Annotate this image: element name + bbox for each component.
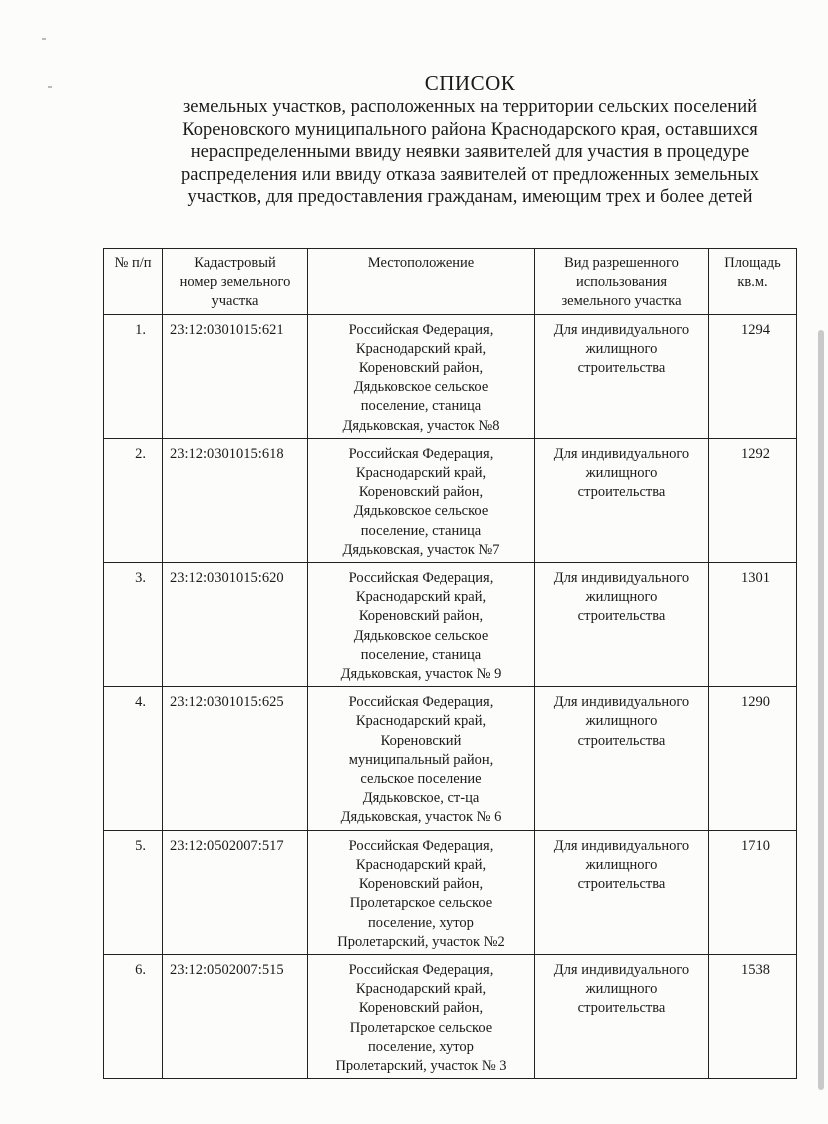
use-line: жилищного (585, 981, 658, 998)
location-line: Дядьковское сельское (353, 503, 489, 520)
use-line: Для индивидуального (553, 445, 690, 462)
location-line: Пролетарский, участок № 3 (335, 1057, 507, 1074)
cell-location (308, 830, 535, 954)
subtitle-line: земельных участков, расположенных на территории сельских поселений (182, 97, 757, 117)
cell-area: 1294 (709, 314, 797, 438)
scrollbar[interactable] (818, 330, 824, 1090)
location-line: Кореновский район, (358, 1000, 484, 1017)
cell-area: 1292 (709, 438, 797, 562)
location-line: Кореновский район, (358, 876, 484, 893)
location-line: Российская Федерация, (348, 961, 494, 978)
table-row (104, 314, 797, 438)
cell-permitted-use (535, 438, 709, 562)
location-line: Дядьковская, участок №8 (342, 417, 500, 434)
use-line: Для индивидуального (553, 570, 690, 587)
location-line: сельское поселение (360, 771, 482, 788)
location-line: Краснодарский край, (355, 589, 487, 606)
location-line: Кореновский район, (358, 484, 484, 501)
location-line: поселение, станица (360, 522, 482, 539)
cell-num: 3. (104, 563, 163, 687)
location-line: Кореновский район, (358, 608, 484, 625)
location-line: Российская Федерация, (348, 570, 494, 587)
use-line: жилищного (585, 340, 658, 357)
cell-location (308, 687, 535, 830)
cell-location (308, 438, 535, 562)
cell-cadastral-number: 23:12:0301015:620 (163, 563, 308, 687)
document-heading (120, 70, 820, 209)
location-line: Краснодарский край, (355, 856, 487, 873)
table-header-row (104, 249, 797, 315)
use-line: строительства (577, 608, 666, 625)
location-line: Краснодарский край, (355, 713, 487, 730)
location-line: Дядьковское, ст-ца (362, 790, 480, 807)
subtitle-line: распределения или ввиду отказа заявителей от предложенных земельных (181, 164, 759, 185)
location-line: Дядьковское сельское (353, 627, 489, 644)
cell-num: 5. (104, 830, 163, 954)
cell-permitted-use (535, 314, 709, 438)
use-line: строительства (577, 876, 666, 893)
cell-location (308, 314, 535, 438)
table-row (104, 563, 797, 687)
subtitle-line: нераспределенными ввиду неявки заявителей для участия в процедуре (190, 142, 750, 162)
header-permitted-use (535, 249, 709, 315)
cell-area: 1301 (709, 563, 797, 687)
cell-area: 1710 (709, 830, 797, 954)
document-subtitle (120, 96, 820, 209)
location-line: Дядьковская, участок №7 (342, 541, 500, 558)
location-line: Дядьковская, участок № 9 (340, 666, 502, 683)
use-line: Для индивидуального (553, 321, 690, 338)
cell-num: 1. (104, 314, 163, 438)
location-line: Пролетарский, участок №2 (337, 933, 505, 950)
table-row (104, 687, 797, 830)
use-line: Для индивидуального (553, 694, 690, 711)
header-cadastral-line: участка (211, 293, 259, 310)
header-cadastral (163, 249, 308, 315)
header-area (709, 249, 797, 315)
location-line: Дядьковское сельское (353, 379, 489, 396)
location-line: Дядьковская, участок № 6 (340, 809, 502, 826)
header-cadastral-line: Кадастровый (194, 255, 276, 271)
header-use-line: земельного участка (561, 293, 682, 310)
location-line: Кореновский район, (358, 360, 484, 377)
use-line: жилищного (585, 465, 658, 482)
location-line: Российская Федерация, (348, 321, 494, 338)
location-line: Российская Федерация, (348, 445, 494, 462)
location-line: Краснодарский край, (355, 340, 487, 357)
use-line: строительства (577, 360, 666, 377)
header-location: Местоположение (308, 249, 535, 315)
location-line: поселение, станица (360, 398, 482, 415)
cell-permitted-use (535, 954, 709, 1078)
use-line: строительства (577, 484, 666, 501)
cell-cadastral-number: 23:12:0502007:517 (163, 830, 308, 954)
cell-location (308, 563, 535, 687)
scan-speck (48, 86, 52, 88)
use-line: Для индивидуального (553, 961, 690, 978)
subtitle-line: Кореновского муниципального района Краснодарского края, оставшихся (182, 119, 758, 140)
header-area-line: Площадь (724, 255, 781, 271)
use-line: строительства (577, 1000, 666, 1017)
cell-cadastral-number: 23:12:0301015:621 (163, 314, 308, 438)
cell-permitted-use (535, 563, 709, 687)
location-line: Российская Федерация, (348, 837, 494, 854)
use-line: жилищного (585, 856, 658, 873)
location-line: Пролетарское сельское (349, 1019, 493, 1036)
location-line: Краснодарский край, (355, 981, 487, 998)
location-line: Краснодарский край, (355, 465, 487, 482)
location-line: муниципальный район, (348, 751, 494, 768)
use-line: жилищного (585, 713, 658, 730)
location-line: Российская Федерация, (348, 694, 494, 711)
table-row (104, 438, 797, 562)
header-use-line: использования (575, 274, 668, 291)
location-line: поселение, хутор (368, 1038, 474, 1055)
header-num: № п/п (104, 249, 163, 315)
cell-area: 1290 (709, 687, 797, 830)
header-area-line: кв.м. (737, 274, 768, 291)
table-row (104, 830, 797, 954)
header-cadastral-line: номер земельного (179, 274, 291, 291)
cell-location (308, 954, 535, 1078)
cell-cadastral-number: 23:12:0301015:625 (163, 687, 308, 830)
cell-cadastral-number: 23:12:0502007:515 (163, 954, 308, 1078)
header-use-line: Вид разрешенного (564, 255, 679, 271)
location-line: поселение, хутор (368, 914, 474, 931)
cell-num: 4. (104, 687, 163, 830)
location-line: Пролетарское сельское (349, 895, 493, 912)
land-plots-table (103, 248, 797, 1079)
cell-area: 1538 (709, 954, 797, 1078)
cell-permitted-use (535, 830, 709, 954)
use-line: строительства (577, 732, 666, 749)
cell-num: 6. (104, 954, 163, 1078)
use-line: Для индивидуального (553, 837, 690, 854)
use-line: жилищного (585, 589, 658, 606)
cell-cadastral-number: 23:12:0301015:618 (163, 438, 308, 562)
document-title: СПИСОК (424, 71, 516, 95)
subtitle-line: участков, для предоставления гражданам, имеющим трех и более детей (187, 187, 753, 207)
cell-num: 2. (104, 438, 163, 562)
location-line: Кореновский (380, 732, 462, 749)
table-row (104, 954, 797, 1078)
cell-permitted-use (535, 687, 709, 830)
location-line: поселение, станица (360, 646, 482, 663)
scan-speck (42, 38, 46, 40)
